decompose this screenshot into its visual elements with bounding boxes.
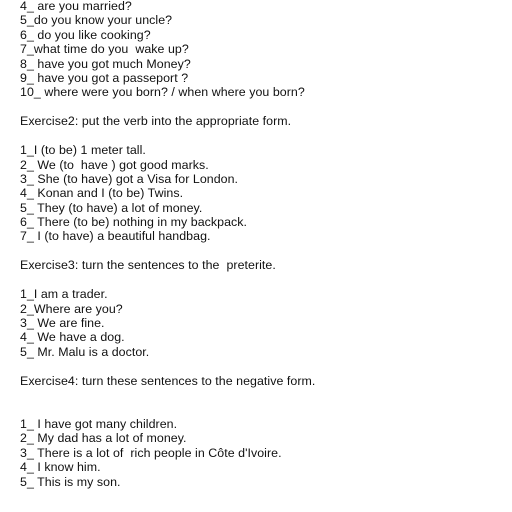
- list-item: 4_ We have a dog.: [20, 330, 125, 345]
- list-item: 2_ My dad has a lot of money.: [20, 431, 187, 446]
- list-item: 6_ There (to be) nothing in my backpack.: [20, 215, 247, 230]
- list-item: 1_I (to be) 1 meter tall.: [20, 143, 146, 158]
- list-item: 5_ Mr. Malu is a doctor.: [20, 344, 150, 359]
- list-item: 1_ I have got many children.: [20, 417, 178, 432]
- list-item: 1_I am a trader.: [20, 287, 108, 302]
- list-item: 10_ where were you born? / when where you born?: [20, 85, 305, 100]
- intro-question-list: [20, 0, 512, 100]
- list-item: 5_ They (to have) a lot of money.: [20, 200, 203, 215]
- list-item: 2_Where are you?: [20, 301, 123, 316]
- list-item: 3_ We are fine.: [20, 316, 105, 331]
- exercise4-heading: Exercise4: turn these sentences to the negative form.: [20, 373, 316, 388]
- list-item: 4_ I know him.: [20, 460, 101, 475]
- list-item: 4_ Konan and I (to be) Twins.: [20, 186, 184, 201]
- list-item: 5_ This is my son.: [20, 474, 121, 489]
- exercise4-list: [20, 417, 512, 489]
- exercise3-list: [20, 287, 512, 359]
- list-item: 9_ have you got a passeport ?: [20, 70, 189, 85]
- list-item: 3_ There is a lot of rich people in Côte d'Ivoire.: [20, 445, 282, 460]
- exercise2-list: [20, 143, 512, 244]
- list-item: 5_do you know your uncle?: [20, 13, 173, 28]
- list-item: 8_ have you got much Money?: [20, 56, 191, 71]
- list-item: 7_ I (to have) a beautiful handbag.: [20, 229, 211, 244]
- list-item: 2_ We (to have ) got good marks.: [20, 157, 209, 172]
- list-item: 3_ She (to have) got a Visa for London.: [20, 171, 239, 186]
- exercise2-heading: Exercise2: put the verb into the appropriate form.: [20, 114, 292, 129]
- list-item: 7_what time do you wake up?: [20, 42, 189, 57]
- exercise3-heading: Exercise3: turn the sentences to the preterite.: [20, 258, 276, 273]
- list-item: 6_ do you like cooking?: [20, 27, 151, 42]
- list-item: 4_ are you married?: [20, 0, 132, 13]
